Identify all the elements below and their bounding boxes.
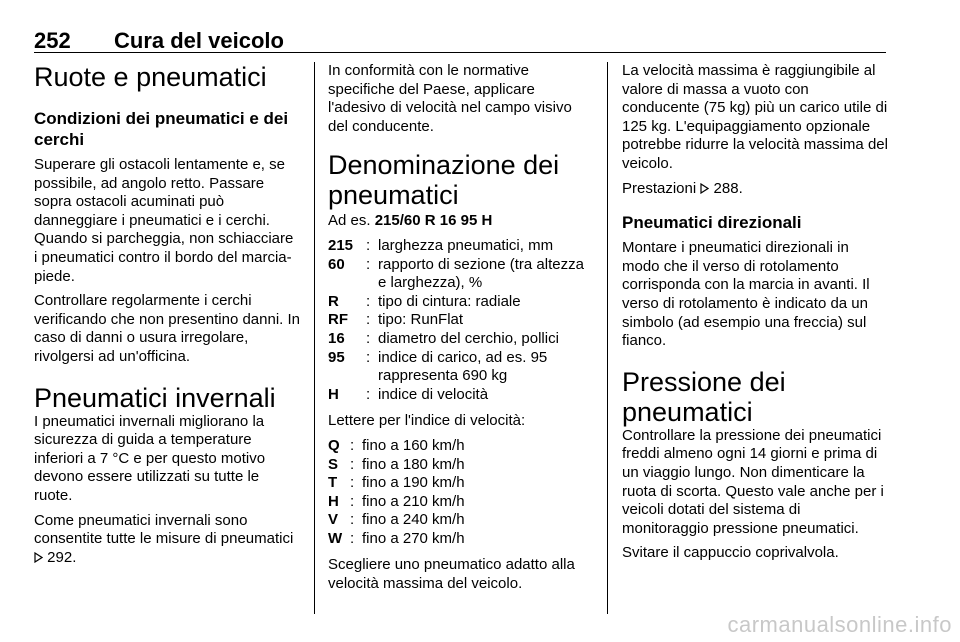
column-3: [622, 62, 888, 612]
paragraph: Controllare regolarmente i cerchi verificando che non presentino danni. In caso di danni o usura irregolare, rivolgersi ad un'officina.: [34, 292, 301, 365]
definition-row: [328, 330, 592, 349]
definition-row: [328, 237, 592, 256]
def-key: R: [328, 292, 339, 310]
paragraph: Controllare la pressione dei pneumatici freddi almeno ogni 14 giorni e prima di un viaggio lungo. Non dimenticare la ruota di scorta. Questo vale anche per i veicoli dotati del sistema di monitoraggio pressione pneumatici.: [622, 426, 884, 537]
def-key: 16: [328, 329, 345, 347]
def-value: diametro del cerchio, pollici: [378, 329, 559, 347]
speed-key: S: [328, 455, 339, 473]
column-divider: [607, 62, 608, 614]
paragraph: Superare gli ostacoli lentamente e, se possibile, ad angolo retto. Passare sopra ostacoli acuminati può danneggiare i pneumatici e i cerchi. Quando si parcheggia, non schiacciare i pneumatici contro il bordo del marcia-piede.: [34, 156, 294, 285]
speed-value: fino a 190 km/h: [362, 474, 465, 492]
definition-row: [328, 349, 592, 386]
heading-ruote: Ruote e pneumatici: [34, 62, 267, 92]
speed-key: H: [328, 492, 339, 510]
page-number: 252: [34, 28, 71, 53]
speed-row: [328, 437, 592, 456]
paragraph: La velocità massima è raggiungibile al valore di massa a vuoto con conducente (75 kg) più un carico utile di 125 kg. L'equipaggiamento opzionale potrebbe ridurre la velocità massima del veicolo.: [622, 62, 888, 172]
speed-row: [328, 530, 592, 549]
speed-key: T: [328, 474, 338, 492]
speed-colon: :: [350, 492, 355, 510]
speed-key: Q: [328, 436, 340, 454]
column-2: [328, 62, 592, 612]
heading-pressione: Pressione dei pneumatici: [622, 366, 786, 427]
paragraph: In conformità con le normative specifiche del Paese, applicare l'adesivo di velocità nel campo visivo del conducente.: [328, 62, 572, 135]
speed-key: V: [328, 511, 339, 529]
def-colon: :: [366, 255, 371, 273]
def-key: 95: [328, 348, 345, 366]
page-reference-link[interactable]: 292.: [47, 548, 77, 566]
example-code: 215/60 R 16 95 H: [374, 212, 493, 230]
speed-row: [328, 511, 592, 530]
def-colon: :: [366, 348, 371, 366]
heading-denominazione: Denominazione dei pneumatici: [328, 150, 560, 211]
speed-value: fino a 160 km/h: [362, 436, 465, 454]
def-value: indice di velocità: [378, 385, 489, 403]
speed-colon: :: [350, 529, 355, 547]
paragraph: [622, 180, 888, 199]
definition-row: [328, 386, 592, 405]
speed-row: [328, 474, 592, 493]
column-1: [34, 62, 300, 612]
def-colon: :: [366, 329, 371, 347]
speed-colon: :: [350, 455, 355, 473]
speed-key: W: [328, 529, 343, 547]
def-key: RF: [328, 311, 348, 329]
example-line: [328, 212, 592, 231]
paragraph: Lettere per l'indice di velocità:: [328, 412, 526, 430]
tire-code-definitions: [328, 237, 592, 404]
paragraph: Svitare il cappuccio coprivalvola.: [622, 544, 839, 562]
def-value: indice di carico, ad es. 95 rappresenta 690 kg: [378, 348, 548, 385]
page-header: [34, 22, 886, 53]
page-reference-link[interactable]: 288.: [713, 179, 743, 197]
subheading-direzionali: Pneumatici direzionali: [622, 213, 802, 233]
def-value: tipo di cintura: radiale: [378, 292, 521, 310]
def-value: tipo: RunFlat: [378, 311, 464, 329]
page-reference-arrow-icon: [34, 552, 43, 563]
page-reference-arrow-icon: [700, 183, 709, 194]
paragraph: [34, 512, 300, 568]
def-colon: :: [366, 385, 371, 403]
speed-index-list: [328, 437, 592, 549]
def-key: H: [328, 385, 339, 403]
speed-value: fino a 210 km/h: [362, 492, 465, 510]
speed-value: fino a 270 km/h: [362, 529, 465, 547]
def-colon: :: [366, 236, 371, 254]
speed-value: fino a 180 km/h: [362, 455, 465, 473]
def-key: 60: [328, 255, 345, 273]
speed-row: [328, 493, 592, 512]
def-colon: :: [366, 292, 371, 310]
paragraph-text: Prestazioni: [622, 179, 701, 197]
paragraph: Scegliere uno pneumatico adatto alla velocità massima del veicolo.: [328, 556, 575, 593]
speed-value: fino a 240 km/h: [362, 511, 465, 529]
speed-colon: :: [350, 474, 355, 492]
column-divider: [314, 62, 315, 614]
def-key: 215: [328, 236, 354, 254]
paragraph-text: Come pneumatici invernali sono consentite tutte le misure di pneumatici: [34, 511, 294, 548]
definition-row: [328, 256, 592, 293]
watermark: carmanualsonline.info: [727, 612, 952, 637]
definition-row: [328, 311, 592, 330]
speed-row: [328, 456, 592, 475]
def-colon: :: [366, 311, 371, 329]
definition-row: [328, 293, 592, 312]
def-value: larghezza pneumatici, mm: [378, 236, 554, 254]
heading-invernali: Pneumatici invernali: [34, 382, 276, 413]
section-title: Cura del veicolo: [114, 28, 284, 53]
def-value: rapporto di sezione (tra altezza e larghezza), %: [378, 255, 584, 292]
paragraph: Montare i pneumatici direzionali in modo che il verso di rotolamento corrisponda con la marcia in avanti. Il verso di rotolamento è indicato da un simbolo (ad esempio una freccia) sul fianco.: [622, 239, 870, 350]
paragraph: I pneumatici invernali migliorano la sicurezza di guida a temperature inferiori a 7 °C e per questo motivo devono essere utilizzati su tutte le ruote.: [34, 412, 266, 504]
speed-colon: :: [350, 436, 355, 454]
subheading-condizioni: Condizioni dei pneumatici e dei cerchi: [34, 109, 289, 149]
speed-colon: :: [350, 511, 355, 529]
example-label: Ad es.: [328, 212, 375, 230]
